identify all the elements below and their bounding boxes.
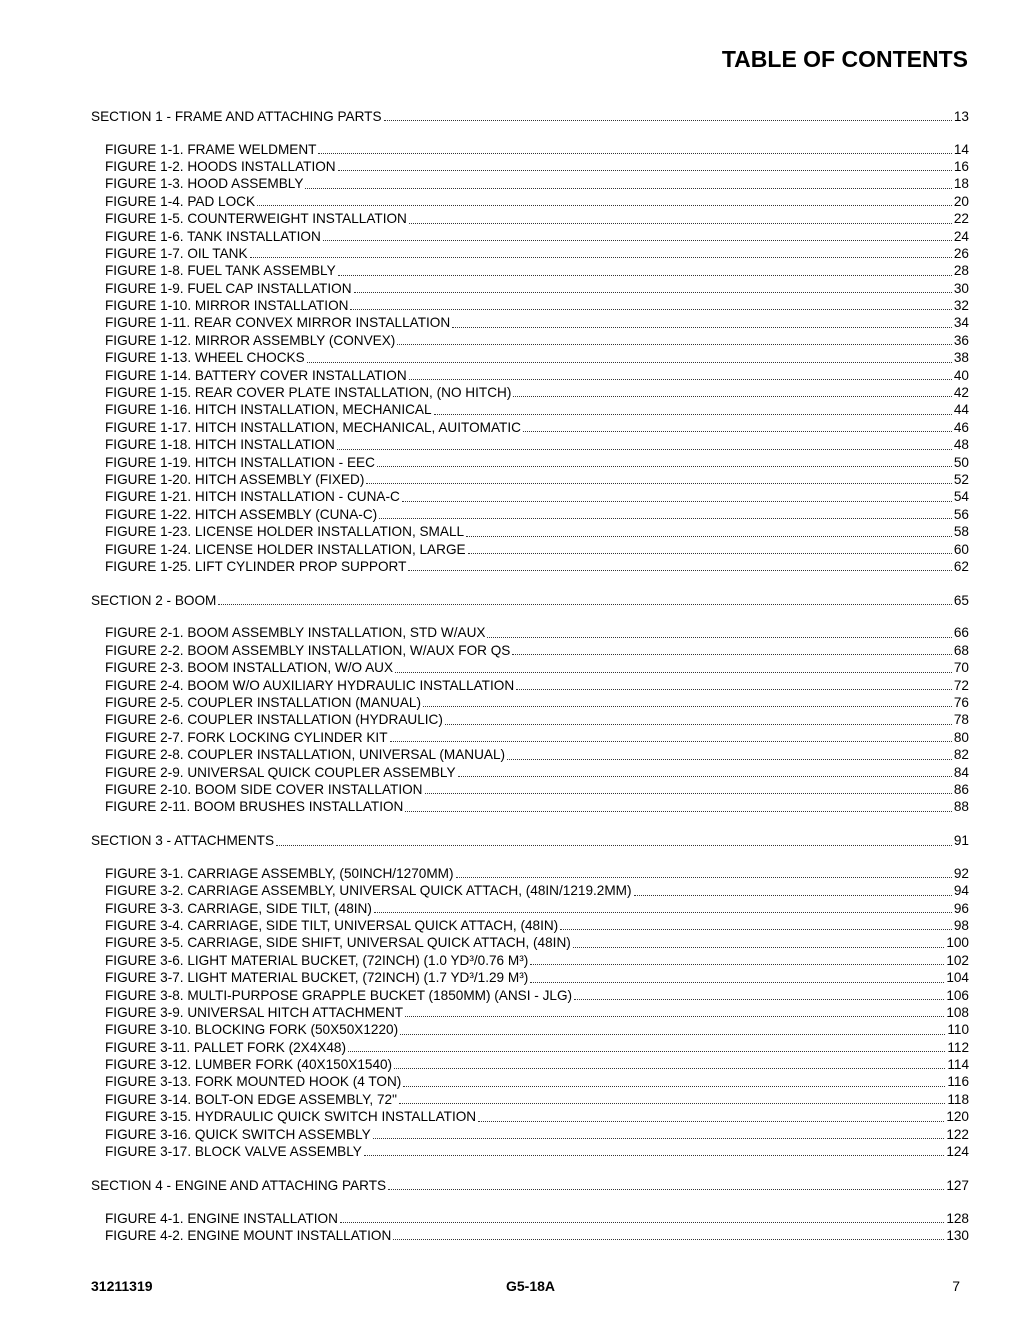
toc-figure-entry[interactable]	[91, 1227, 969, 1244]
toc-figure-entry-label: FIGURE 3-3. CARRIAGE, SIDE TILT, (48IN)	[105, 900, 372, 916]
toc-figure-entry-page: 68	[953, 642, 969, 658]
dot-leader	[507, 758, 952, 760]
toc-figure-entry-page: 116	[947, 1074, 969, 1090]
toc-figure-entry-label: FIGURE 1-5. COUNTERWEIGHT INSTALLATION	[105, 211, 407, 227]
toc-figure-entry-label: FIGURE 1-21. HITCH INSTALLATION - CUNA-C	[105, 489, 400, 505]
dot-leader	[402, 500, 952, 502]
toc-figure-entry-page: 32	[953, 298, 969, 314]
toc-figure-entry-label: FIGURE 1-3. HOOD ASSEMBLY	[105, 176, 304, 192]
toc-figure-entry-page: 56	[953, 506, 969, 522]
toc-section-entry-label: SECTION 2 - BOOM	[91, 592, 217, 608]
dot-leader	[560, 928, 952, 930]
dot-leader	[573, 946, 945, 948]
toc-figure-entry[interactable]	[91, 1004, 969, 1021]
toc-section	[91, 108, 969, 575]
dot-leader	[516, 688, 952, 690]
dot-leader	[384, 119, 952, 121]
toc-figure-entry-page: 58	[953, 524, 969, 540]
toc-section-entry-label: SECTION 4 - ENGINE AND ATTACHING PARTS	[91, 1177, 387, 1193]
toc-figure-entry[interactable]	[91, 642, 969, 659]
toc-figure-entry-page: 114	[947, 1057, 969, 1073]
toc-figure-entry-label: FIGURE 4-2. ENGINE MOUNT INSTALLATION	[105, 1227, 392, 1243]
toc-figure-entry-label: FIGURE 3-14. BOLT-ON EDGE ASSEMBLY, 72"	[105, 1091, 397, 1107]
toc-figure-entry-page: 108	[946, 1004, 969, 1020]
toc-figure-entry-page: 110	[947, 1022, 969, 1038]
document-number: 31211319	[91, 1278, 153, 1294]
toc-figure-entry-page: 16	[953, 158, 969, 174]
toc-figure-entry[interactable]	[91, 401, 969, 418]
toc-figure-entry-page: 44	[953, 402, 969, 418]
toc-figure-entry[interactable]	[91, 624, 969, 641]
toc-figure-entry-label: FIGURE 2-11. BOOM BRUSHES INSTALLATION	[105, 799, 404, 815]
toc-figure-entry-label: FIGURE 1-9. FUEL CAP INSTALLATION	[105, 280, 352, 296]
toc-figure-entry[interactable]	[91, 262, 969, 279]
toc-figure-entry-label: FIGURE 3-2. CARRIAGE ASSEMBLY, UNIVERSAL QUICK ATTACH, (48IN/1219.2MM)	[105, 883, 632, 899]
toc-figure-entry-label: FIGURE 4-1. ENGINE INSTALLATION	[105, 1210, 338, 1226]
toc-figure-entry-label: FIGURE 1-4. PAD LOCK	[105, 193, 256, 209]
toc-figure-entry-page: 60	[953, 541, 969, 557]
toc-section-entry[interactable]	[91, 592, 969, 609]
toc-figure-entry-label: FIGURE 1-19. HITCH INSTALLATION - EEC	[105, 454, 375, 470]
toc-figure-entry-page: 102	[946, 952, 969, 968]
toc-figure-entry-label: FIGURE 1-18. HITCH INSTALLATION	[105, 437, 335, 453]
dot-leader	[512, 653, 952, 655]
dot-leader	[366, 482, 952, 484]
toc-figure-entry-label: FIGURE 3-9. UNIVERSAL HITCH ATTACHMENT	[105, 1004, 404, 1020]
section-spacer	[91, 575, 969, 592]
toc-figure-entry[interactable]	[91, 1021, 969, 1038]
toc-section	[91, 832, 969, 1160]
toc-figure-entry-label: FIGURE 3-1. CARRIAGE ASSEMBLY, (50INCH/1270MM)	[105, 865, 454, 881]
toc-figure-entry-page: 36	[953, 332, 969, 348]
toc-figure-entry-page: 106	[946, 987, 969, 1003]
toc-figure-entry-label: FIGURE 3-15. HYDRAULIC QUICK SWITCH INSTALLATION	[105, 1109, 477, 1125]
toc-figure-entry[interactable]	[91, 865, 969, 882]
toc-figure-entry[interactable]	[91, 297, 969, 314]
toc-figure-entry-label: FIGURE 2-9. UNIVERSAL QUICK COUPLER ASSEMBLY	[105, 764, 456, 780]
toc-figure-entry-page: 84	[953, 764, 969, 780]
toc-figure-entry[interactable]	[91, 384, 969, 401]
toc-figure-entry[interactable]	[91, 245, 969, 262]
toc-figure-entry-page: 34	[953, 315, 969, 331]
toc-figure-entry-label: FIGURE 1-11. REAR CONVEX MIRROR INSTALLATION	[105, 315, 451, 331]
toc-figure-entry[interactable]	[91, 471, 969, 488]
toc-figure-entry-page: 46	[953, 419, 969, 435]
toc-figure-entry-label: FIGURE 3-16. QUICK SWITCH ASSEMBLY	[105, 1126, 371, 1142]
toc-figure-entry[interactable]	[91, 419, 969, 436]
dot-leader	[337, 448, 952, 450]
toc-figure-entry-page: 62	[953, 558, 969, 574]
toc-figure-entry-page: 92	[953, 865, 969, 881]
section-spacer	[91, 609, 969, 624]
dot-leader	[513, 395, 952, 397]
toc-figure-entry[interactable]	[91, 1073, 969, 1090]
toc-section-entry-page: 13	[953, 109, 969, 124]
toc-figure-entry[interactable]	[91, 367, 969, 384]
toc-figure-entry-label: FIGURE 2-7. FORK LOCKING CYLINDER KIT	[105, 729, 388, 745]
dot-leader	[395, 671, 952, 673]
toc-figure-entry-page: 118	[947, 1091, 969, 1107]
toc-figure-entry-page: 20	[953, 193, 969, 209]
toc-figure-entry-page: 22	[953, 211, 969, 227]
toc-section-entry-page: 127	[946, 1177, 969, 1193]
toc-figure-entry-label: FIGURE 3-12. LUMBER FORK (40X150X1540)	[105, 1057, 393, 1073]
dot-leader	[409, 222, 952, 224]
toc-figure-entry[interactable]	[91, 193, 969, 210]
dot-leader	[434, 413, 952, 415]
toc-figure-entry[interactable]	[91, 141, 969, 158]
page-footer	[0, 1278, 1024, 1298]
toc-figure-entry-label: FIGURE 3-8. MULTI-PURPOSE GRAPPLE BUCKET (1850MM) (ANSI - JLG)	[105, 987, 573, 1003]
page-title: TABLE OF CONTENTS	[721, 46, 968, 72]
toc-figure-entry[interactable]	[91, 332, 969, 349]
dot-leader	[348, 1050, 945, 1052]
dot-leader	[354, 291, 952, 293]
toc-figure-entry-page: 72	[953, 677, 969, 693]
toc-figure-entry-label: FIGURE 3-7. LIGHT MATERIAL BUCKET, (72INCH) (1.7 YD³/1.29 M³)	[105, 970, 529, 986]
toc-figure-entry-label: FIGURE 3-4. CARRIAGE, SIDE TILT, UNIVERSAL QUICK ATTACH, (48IN)	[105, 917, 559, 933]
toc-figure-entry[interactable]	[91, 1210, 969, 1227]
dot-leader	[364, 1154, 944, 1156]
toc-section-entry-page: 65	[953, 592, 969, 608]
dot-leader	[400, 1033, 945, 1035]
toc-figure-entry-label: FIGURE 2-1. BOOM ASSEMBLY INSTALLATION, STD W/AUX	[105, 625, 486, 641]
toc-figure-entry-label: FIGURE 2-8. COUPLER INSTALLATION, UNIVERSAL (MANUAL)	[105, 747, 506, 763]
section-spacer	[91, 816, 969, 833]
dot-leader	[350, 308, 951, 310]
toc-figure-entry-label: FIGURE 1-10. MIRROR INSTALLATION	[105, 298, 349, 314]
toc-figure-entry-label: FIGURE 1-8. FUEL TANK ASSEMBLY	[105, 263, 336, 279]
dot-leader	[397, 343, 952, 345]
toc-figure-entry-label: FIGURE 2-2. BOOM ASSEMBLY INSTALLATION, W/AUX FOR QS	[105, 642, 511, 658]
toc-figure-entry-page: 14	[953, 141, 969, 157]
toc-section-entry-label: SECTION 3 - ATTACHMENTS	[91, 833, 275, 849]
dot-leader	[250, 256, 952, 258]
toc-figure-entry-label: FIGURE 2-3. BOOM INSTALLATION, W/O AUX	[105, 660, 394, 676]
toc-figure-entry[interactable]	[91, 280, 969, 297]
toc-figure-entry-label: FIGURE 3-5. CARRIAGE, SIDE SHIFT, UNIVERSAL QUICK ATTACH, (48IN)	[105, 935, 571, 951]
dot-leader	[338, 169, 952, 171]
toc-figure-entry[interactable]	[91, 1039, 969, 1056]
toc-figure-entry-label: FIGURE 1-24. LICENSE HOLDER INSTALLATION, LARGE	[105, 541, 466, 557]
dot-leader	[388, 1188, 944, 1190]
toc-figure-entry-label: FIGURE 3-13. FORK MOUNTED HOOK (4 TON)	[105, 1074, 402, 1090]
toc-figure-entry-label: FIGURE 3-10. BLOCKING FORK (50X50X1220)	[105, 1022, 399, 1038]
section-spacer	[91, 1194, 969, 1209]
toc-figure-entry[interactable]	[91, 987, 969, 1004]
model-name: G5-18A	[506, 1278, 556, 1294]
toc-figure-entry-page: 70	[953, 660, 969, 676]
toc-section-entry[interactable]	[91, 1177, 969, 1194]
dot-leader	[409, 378, 952, 380]
toc-figure-entry[interactable]	[91, 952, 969, 969]
toc-figure-entry-page: 40	[953, 367, 969, 383]
dot-leader	[634, 894, 952, 896]
dot-leader	[405, 1015, 944, 1017]
toc-figure-entry[interactable]	[91, 659, 969, 676]
toc-section-entry-label: SECTION 1 - FRAME AND ATTACHING PARTS	[91, 109, 382, 124]
toc-figure-entry-page: 28	[953, 263, 969, 279]
toc-figure-entry-label: FIGURE 3-6. LIGHT MATERIAL BUCKET, (72INCH) (1.0 YD³/0.76 M³)	[105, 952, 529, 968]
toc-figure-entry-page: 86	[953, 781, 969, 797]
toc-figure-entry-page: 80	[953, 729, 969, 745]
dot-leader	[403, 1085, 945, 1087]
toc-figure-entry-page: 42	[953, 385, 969, 401]
dot-leader	[307, 361, 952, 363]
toc-figure-entry[interactable]	[91, 1056, 969, 1073]
toc-figure-entry-page: 50	[953, 454, 969, 470]
toc-figure-entry[interactable]	[91, 711, 969, 728]
toc-figure-entry-label: FIGURE 3-11. PALLET FORK (2X4X48)	[105, 1039, 346, 1055]
toc-figure-entry-label: FIGURE 2-5. COUPLER INSTALLATION (MANUAL)	[105, 694, 421, 710]
toc-figure-entry[interactable]	[91, 506, 969, 523]
toc-figure-entry-page: 38	[953, 350, 969, 366]
dot-leader	[377, 465, 952, 467]
dot-leader	[373, 1137, 945, 1139]
dot-leader	[530, 963, 944, 965]
dot-leader	[338, 274, 952, 276]
toc-figure-entry-page: 104	[946, 970, 969, 986]
toc-figure-entry-page: 130	[946, 1227, 969, 1243]
toc-figure-entry-page: 98	[953, 917, 969, 933]
toc-figure-entry[interactable]	[91, 882, 969, 899]
dot-leader	[574, 998, 944, 1000]
toc-figure-entry-page: 48	[953, 437, 969, 453]
toc-figure-entry[interactable]	[91, 1091, 969, 1108]
dot-leader	[452, 326, 952, 328]
toc-figure-entry[interactable]	[91, 436, 969, 453]
toc-figure-entry[interactable]	[91, 764, 969, 781]
toc-figure-entry-label: FIGURE 1-23. LICENSE HOLDER INSTALLATION, SMALL	[105, 524, 465, 540]
dot-leader	[276, 844, 952, 846]
dot-leader	[394, 1067, 945, 1069]
table-of-contents	[91, 108, 969, 1244]
toc-figure-entry[interactable]	[91, 158, 969, 175]
dot-leader	[379, 517, 952, 519]
toc-figure-entry[interactable]	[91, 210, 969, 227]
toc-figure-entry-label: FIGURE 1-17. HITCH INSTALLATION, MECHANICAL, AUITOMATIC	[105, 419, 521, 435]
toc-section-entry[interactable]	[91, 108, 969, 125]
toc-figure-entry[interactable]	[91, 523, 969, 540]
toc-figure-entry-label: FIGURE 1-16. HITCH INSTALLATION, MECHANICAL	[105, 402, 432, 418]
dot-leader	[340, 1221, 944, 1223]
toc-figure-entry-label: FIGURE 1-15. REAR COVER PLATE INSTALLATION, (NO HITCH)	[105, 385, 512, 401]
dot-leader	[408, 569, 951, 571]
toc-figure-entry-page: 30	[953, 280, 969, 296]
toc-figure-entry-page: 124	[946, 1144, 969, 1160]
toc-figure-entry-label: FIGURE 3-17. BLOCK VALVE ASSEMBLY	[105, 1144, 362, 1160]
dot-leader	[393, 1238, 944, 1240]
dot-leader	[399, 1102, 945, 1104]
toc-figure-entry-label: FIGURE 1-22. HITCH ASSEMBLY (CUNA-C)	[105, 506, 378, 522]
toc-figure-entry-page: 52	[953, 472, 969, 487]
toc-figure-entry-label: FIGURE 1-13. WHEEL CHOCKS	[105, 350, 305, 366]
dot-leader	[530, 981, 944, 983]
toc-figure-entry-page: 112	[947, 1039, 969, 1055]
toc-figure-entry[interactable]	[91, 1126, 969, 1143]
toc-figure-entry[interactable]	[91, 454, 969, 471]
toc-figure-entry-page: 78	[953, 712, 969, 728]
toc-figure-entry-page: 100	[946, 935, 969, 951]
toc-figure-entry[interactable]	[91, 969, 969, 986]
toc-figure-entry[interactable]	[91, 729, 969, 746]
toc-figure-entry-page: 24	[953, 228, 969, 244]
dot-leader	[456, 876, 952, 878]
dot-leader	[468, 552, 952, 554]
toc-figure-entry[interactable]	[91, 917, 969, 934]
toc-figure-entry-label: FIGURE 1-20. HITCH ASSEMBLY (FIXED)	[105, 472, 365, 487]
toc-figure-entry-label: FIGURE 1-12. MIRROR ASSEMBLY (CONVEX)	[105, 332, 396, 348]
dot-leader	[374, 911, 952, 913]
toc-section	[91, 592, 969, 816]
dot-leader	[523, 430, 952, 432]
toc-figure-entry[interactable]	[91, 1108, 969, 1125]
dot-leader	[318, 152, 951, 154]
toc-figure-entry-label: FIGURE 2-4. BOOM W/O AUXILIARY HYDRAULIC INSTALLATION	[105, 677, 515, 693]
toc-figure-entry-page: 82	[953, 747, 969, 763]
dot-leader	[445, 723, 952, 725]
toc-figure-entry[interactable]	[91, 677, 969, 694]
dot-leader	[423, 705, 952, 707]
toc-figure-entry-label: FIGURE 1-6. TANK INSTALLATION	[105, 228, 321, 244]
toc-figure-entry-page: 18	[953, 176, 969, 192]
dot-leader	[487, 636, 951, 638]
section-spacer	[91, 125, 969, 140]
dot-leader	[425, 792, 952, 794]
toc-figure-entry[interactable]	[91, 746, 969, 763]
toc-figure-entry[interactable]	[91, 781, 969, 798]
dot-leader	[478, 1120, 944, 1122]
toc-figure-entry-label: FIGURE 2-10. BOOM SIDE COVER INSTALLATION	[105, 781, 423, 797]
toc-figure-entry[interactable]	[91, 934, 969, 951]
section-spacer	[91, 1160, 969, 1177]
toc-figure-entry-label: FIGURE 1-2. HOODS INSTALLATION	[105, 158, 336, 174]
toc-figure-entry[interactable]	[91, 694, 969, 711]
toc-figure-entry[interactable]	[91, 314, 969, 331]
dot-leader	[257, 204, 952, 206]
toc-figure-entry[interactable]	[91, 488, 969, 505]
toc-figure-entry-page: 88	[953, 799, 969, 815]
toc-figure-entry[interactable]	[91, 798, 969, 815]
toc-figure-entry[interactable]	[91, 1143, 969, 1160]
section-spacer	[91, 850, 969, 865]
toc-section	[91, 1177, 969, 1244]
toc-figure-entry-page: 76	[953, 694, 969, 710]
toc-figure-entry-page: 128	[946, 1210, 969, 1226]
toc-figure-entry-page: 94	[953, 883, 969, 899]
toc-figure-entry-label: FIGURE 1-7. OIL TANK	[105, 245, 248, 261]
dot-leader	[305, 187, 951, 189]
toc-figure-entry-page: 96	[953, 900, 969, 916]
toc-figure-entry-label: FIGURE 1-14. BATTERY COVER INSTALLATION	[105, 367, 407, 383]
toc-figure-entry[interactable]	[91, 900, 969, 917]
toc-figure-entry-label: FIGURE 1-25. LIFT CYLINDER PROP SUPPORT	[105, 558, 407, 574]
toc-figure-entry-page: 122	[946, 1126, 969, 1142]
toc-figure-entry[interactable]	[91, 349, 969, 366]
toc-figure-entry[interactable]	[91, 175, 969, 192]
dot-leader	[458, 775, 952, 777]
toc-figure-entry-label: FIGURE 1-1. FRAME WELDMENT	[105, 141, 317, 157]
dot-leader	[390, 740, 952, 742]
dot-leader	[218, 603, 951, 605]
page-number: 7	[952, 1278, 960, 1294]
toc-figure-entry-page: 54	[953, 489, 969, 505]
toc-figure-entry-page: 66	[953, 625, 969, 641]
toc-section-entry-page: 91	[953, 833, 969, 849]
toc-figure-entry[interactable]	[91, 541, 969, 558]
toc-figure-entry-label: FIGURE 2-6. COUPLER INSTALLATION (HYDRAULIC)	[105, 712, 443, 728]
toc-figure-entry-page: 120	[946, 1109, 969, 1125]
toc-figure-entry[interactable]	[91, 228, 969, 245]
dot-leader	[323, 239, 952, 241]
dot-leader	[405, 810, 952, 812]
toc-figure-entry[interactable]	[91, 558, 969, 575]
dot-leader	[466, 535, 952, 537]
toc-figure-entry-page: 26	[953, 245, 969, 261]
toc-section-entry[interactable]	[91, 832, 969, 849]
